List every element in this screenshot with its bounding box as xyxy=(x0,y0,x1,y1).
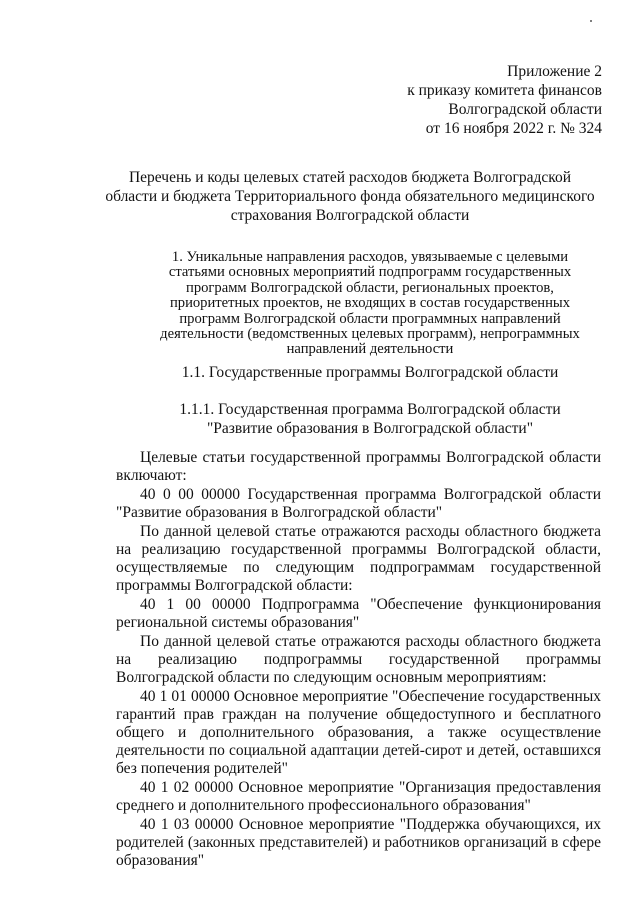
title-line-1: Перечень и коды целевых статей расходов бюджета Волгоградской xyxy=(128,169,572,186)
section-1-line: 1. Уникальные направления расходов, увязываемые с целевыми xyxy=(171,249,569,265)
body-paragraph: 40 1 02 00000 Основное мероприятие "Организация предоставления среднего и дополнительного профессионального образования" xyxy=(116,779,601,814)
body-paragraph: По данной целевой статье отражаются расходы областного бюджета на реализацию подпрограммы государственной программы Волгоградской области по следующим основным мероприятиям: xyxy=(116,633,601,686)
section-1-line: приоритетных проектов, не входящих в состав государственных xyxy=(169,295,571,312)
section-1-line: программ Волгоградской области программных направлений xyxy=(179,310,561,327)
scan-speck xyxy=(590,20,592,22)
title-line-2: области и бюджета Территориального фонда обязательного медицинского xyxy=(105,188,595,205)
subsection-1-1-1-heading xyxy=(100,400,640,438)
body-paragraph: По данной целевой статье отражаются расходы областного бюджета на реализацию государственной программы Волгоградской области, осуществляемые по следующим подпрограммам государственной программы Волгоградской области: xyxy=(116,523,601,594)
body-paragraph: Целевые статьи государственной программы Волгоградской области включают: xyxy=(116,449,601,484)
section-1-line: статьями основных мероприятий подпрограмм государственных xyxy=(168,264,572,281)
document-body xyxy=(116,449,601,870)
region-name: Волгоградской области xyxy=(448,101,602,118)
subsection-1-1-1-line-1: 1.1.1. Государственная программа Волгоградской области xyxy=(179,401,561,418)
subsection-1-1-1-line-2: "Развитие образования в Волгоградской области" xyxy=(206,420,534,437)
section-1-line: программ Волгоградской области, региональных проектов, xyxy=(186,279,554,296)
section-1-line: деятельности (ведомственных целевых программ), непрограммных xyxy=(160,326,580,343)
body-paragraph: 40 1 00 00000 Подпрограмма "Обеспечение функционирования региональной системы образования" xyxy=(116,596,601,631)
body-paragraph: 40 0 00 00000 Государственная программа Волгоградской области "Развитие образования в Волгоградской области" xyxy=(116,486,601,521)
subsection-1-1-heading: 1.1. Государственные программы Волгоградской области xyxy=(181,364,559,381)
order-date: от 16 ноября 2022 г. № 324 xyxy=(425,120,602,137)
order-reference: к приказу комитета финансов xyxy=(407,82,602,99)
section-1-line: направлений деятельности xyxy=(286,341,454,358)
body-paragraph: 40 1 01 00000 Основное мероприятие "Обеспечение государственных гарантий прав граждан на получение общедоступного и бесплатного общего и дополнительного образования, а также осуществление деятельности по социальной адаптации детей-сирот и детей, оставшихся без попечения родителей" xyxy=(116,688,601,777)
appendix-number: Приложение 2 xyxy=(507,63,602,80)
body-paragraph: 40 1 03 00000 Основное мероприятие "Поддержка обучающихся, их родителей (законных представителей) и работников организаций в сфере образования" xyxy=(116,816,601,869)
title-line-3: страхования Волгоградской области xyxy=(230,207,470,224)
section-1-heading xyxy=(150,250,590,358)
appendix-header xyxy=(407,62,602,138)
document-title xyxy=(60,168,640,225)
